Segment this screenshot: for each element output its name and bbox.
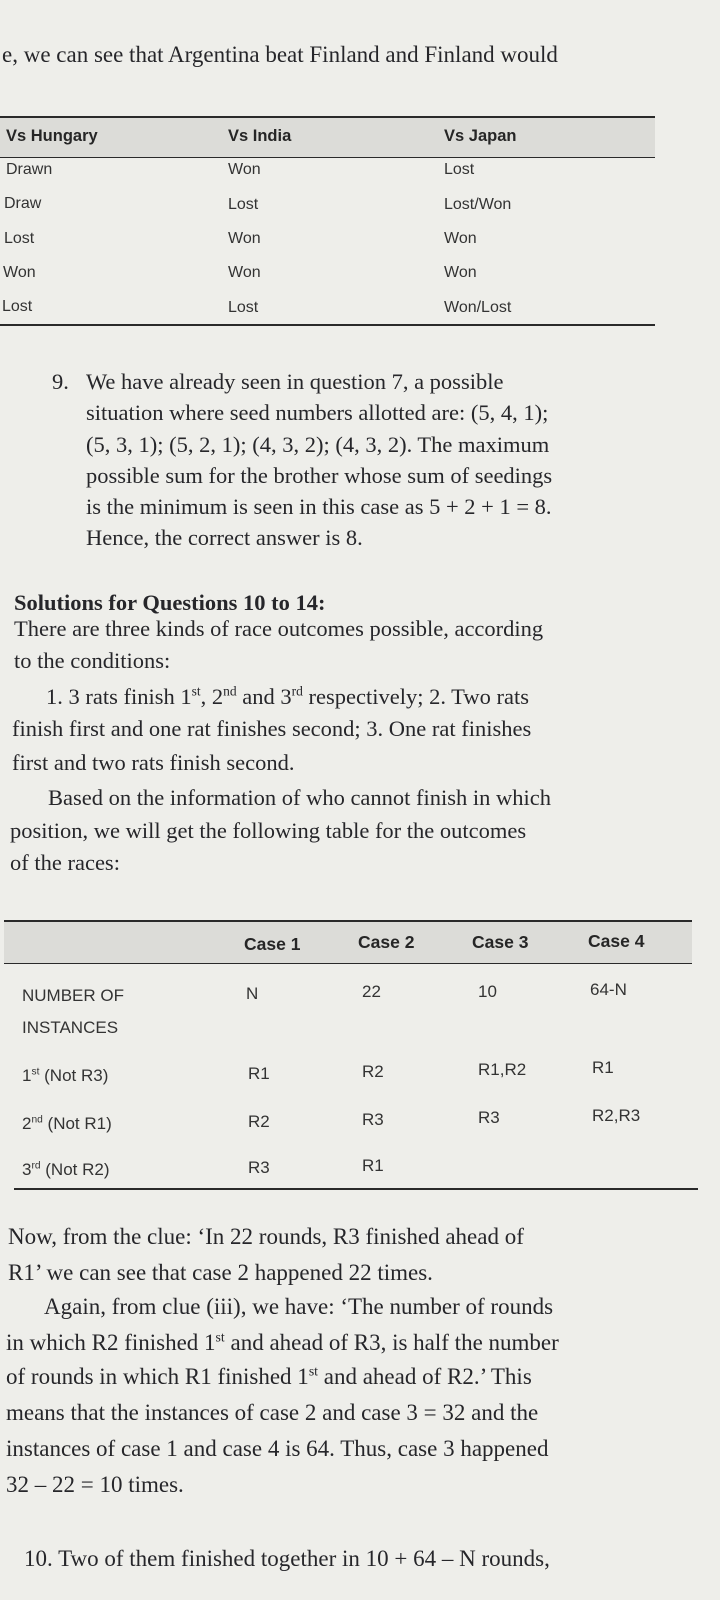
table-cell: R1 [362,1156,384,1175]
table-cell: Won [228,264,261,281]
section-heading: Solutions for Questions 10 to 14: [14,590,326,615]
question-number: 9. [52,369,69,394]
paragraph-line: of the races: [10,850,120,875]
table-cell: Drawn [6,161,53,178]
paragraph-line: first and two rats finish second. [12,750,295,775]
paragraph-line: Again, from clue (iii), we have: ‘The number of rounds [44,1294,554,1319]
paragraph-line: instances of case 1 and case 4 is 64. Thus, case 3 happened [6,1436,549,1461]
table-cell: R2 [248,1112,270,1131]
table-cell: R3 [478,1108,500,1127]
table-bottom-rule [14,1188,698,1190]
answer-line: possible sum for the brother whose sum of seedings [86,462,553,488]
table-cell: Won [444,264,477,281]
table-header-cell: Vs India [228,127,292,145]
paragraph-line: Now, from the clue: ‘In 22 rounds, R3 finished ahead of [8,1224,524,1249]
table-cell: R1 [248,1064,270,1083]
table-cell: N [246,984,259,1003]
row-label: 1st (Not R3) [22,1066,109,1085]
table-header-cell: Vs Japan [444,127,517,145]
paragraph-line: R1’ we can see that case 2 happened 22 times. [8,1260,433,1285]
table-cell: R1 [592,1058,614,1077]
paragraph-line: 32 – 22 = 10 times. [6,1472,184,1497]
table-header-cell: Case 1 [244,934,301,954]
answer-line: (5, 3, 1); (5, 2, 1); (4, 3, 2); (4, 3, 2). The maximum [86,431,550,457]
table-cell: R3 [362,1110,384,1129]
row-label: 3rd (Not R2) [22,1160,110,1179]
table-header-row [0,118,655,158]
table-cell: Lost/Won [444,196,512,213]
table-cell: Won/Lost [444,299,512,316]
table-cell: 10 [478,982,497,1001]
table-header-rule [4,963,692,964]
paragraph-line: to the conditions: [14,648,171,673]
table-header-rule [0,157,655,158]
answer-line: Hence, the correct answer is 8. [86,525,363,551]
table-bottom-rule [0,324,655,326]
table-cell: Won [228,230,261,247]
table-cell: R3 [248,1158,270,1177]
table-cell: Lost [228,299,259,316]
paragraph-line: finish first and one rat finishes second; 3. One rat finishes [12,716,532,741]
table-cell: Draw [4,195,42,212]
paragraph-line: position, we will get the following table for the outcomes [10,818,527,843]
paragraph-line: There are three kinds of race outcomes possible, according [14,616,544,641]
answer-line: is the minimum is seen in this case as 5 + 2 + 1 = 8. [86,494,552,520]
table-cell: Won [228,161,261,178]
table-cell: R2 [362,1062,384,1081]
paragraph-line: means that the instances of case 2 and case 3 = 32 and the [6,1400,539,1425]
paragraph-line: 1. 3 rats finish 1st, 2nd and 3rd respectively; 2. Two rats [46,683,529,709]
paragraph-line: Based on the information of who cannot finish in which [48,785,552,810]
table-cell: 22 [362,982,381,1001]
row-label: INSTANCES [22,1018,119,1037]
table-cell: Lost [4,230,35,247]
table-cell: R1,R2 [478,1060,527,1079]
answer-line: We have already seen in question 7, a possible [86,369,504,394]
paragraph-line: of rounds in which R1 finished 1st and ahead of R2.’ This [6,1363,532,1389]
table-header-cell: Case 4 [588,931,645,951]
row-label: 2nd (Not R1) [22,1114,112,1133]
table-header-cell: Vs Hungary [6,127,98,145]
paragraph-line: in which R2 finished 1st and ahead of R3, is half the number [6,1329,559,1355]
table-cell: Lost [228,196,259,213]
table-cell: 64-N [590,980,627,999]
table-cell: R2,R3 [592,1106,641,1125]
answer-line: situation where seed numbers allotted are: (5, 4, 1); [86,400,549,426]
table-cell: Won [3,264,36,281]
table-header-cell: Case 3 [472,932,529,952]
table-cell: Won [444,230,477,247]
row-label: NUMBER OF [22,986,124,1005]
top-text-line: e, we can see that Argentina beat Finland and Finland would [2,42,558,67]
table-header-cell: Case 2 [358,932,415,952]
table-cell: Lost [444,161,475,178]
table-cell: Lost [2,298,33,315]
question-10-line: 10. Two of them finished together in 10 + 64 – N rounds, [24,1546,550,1571]
